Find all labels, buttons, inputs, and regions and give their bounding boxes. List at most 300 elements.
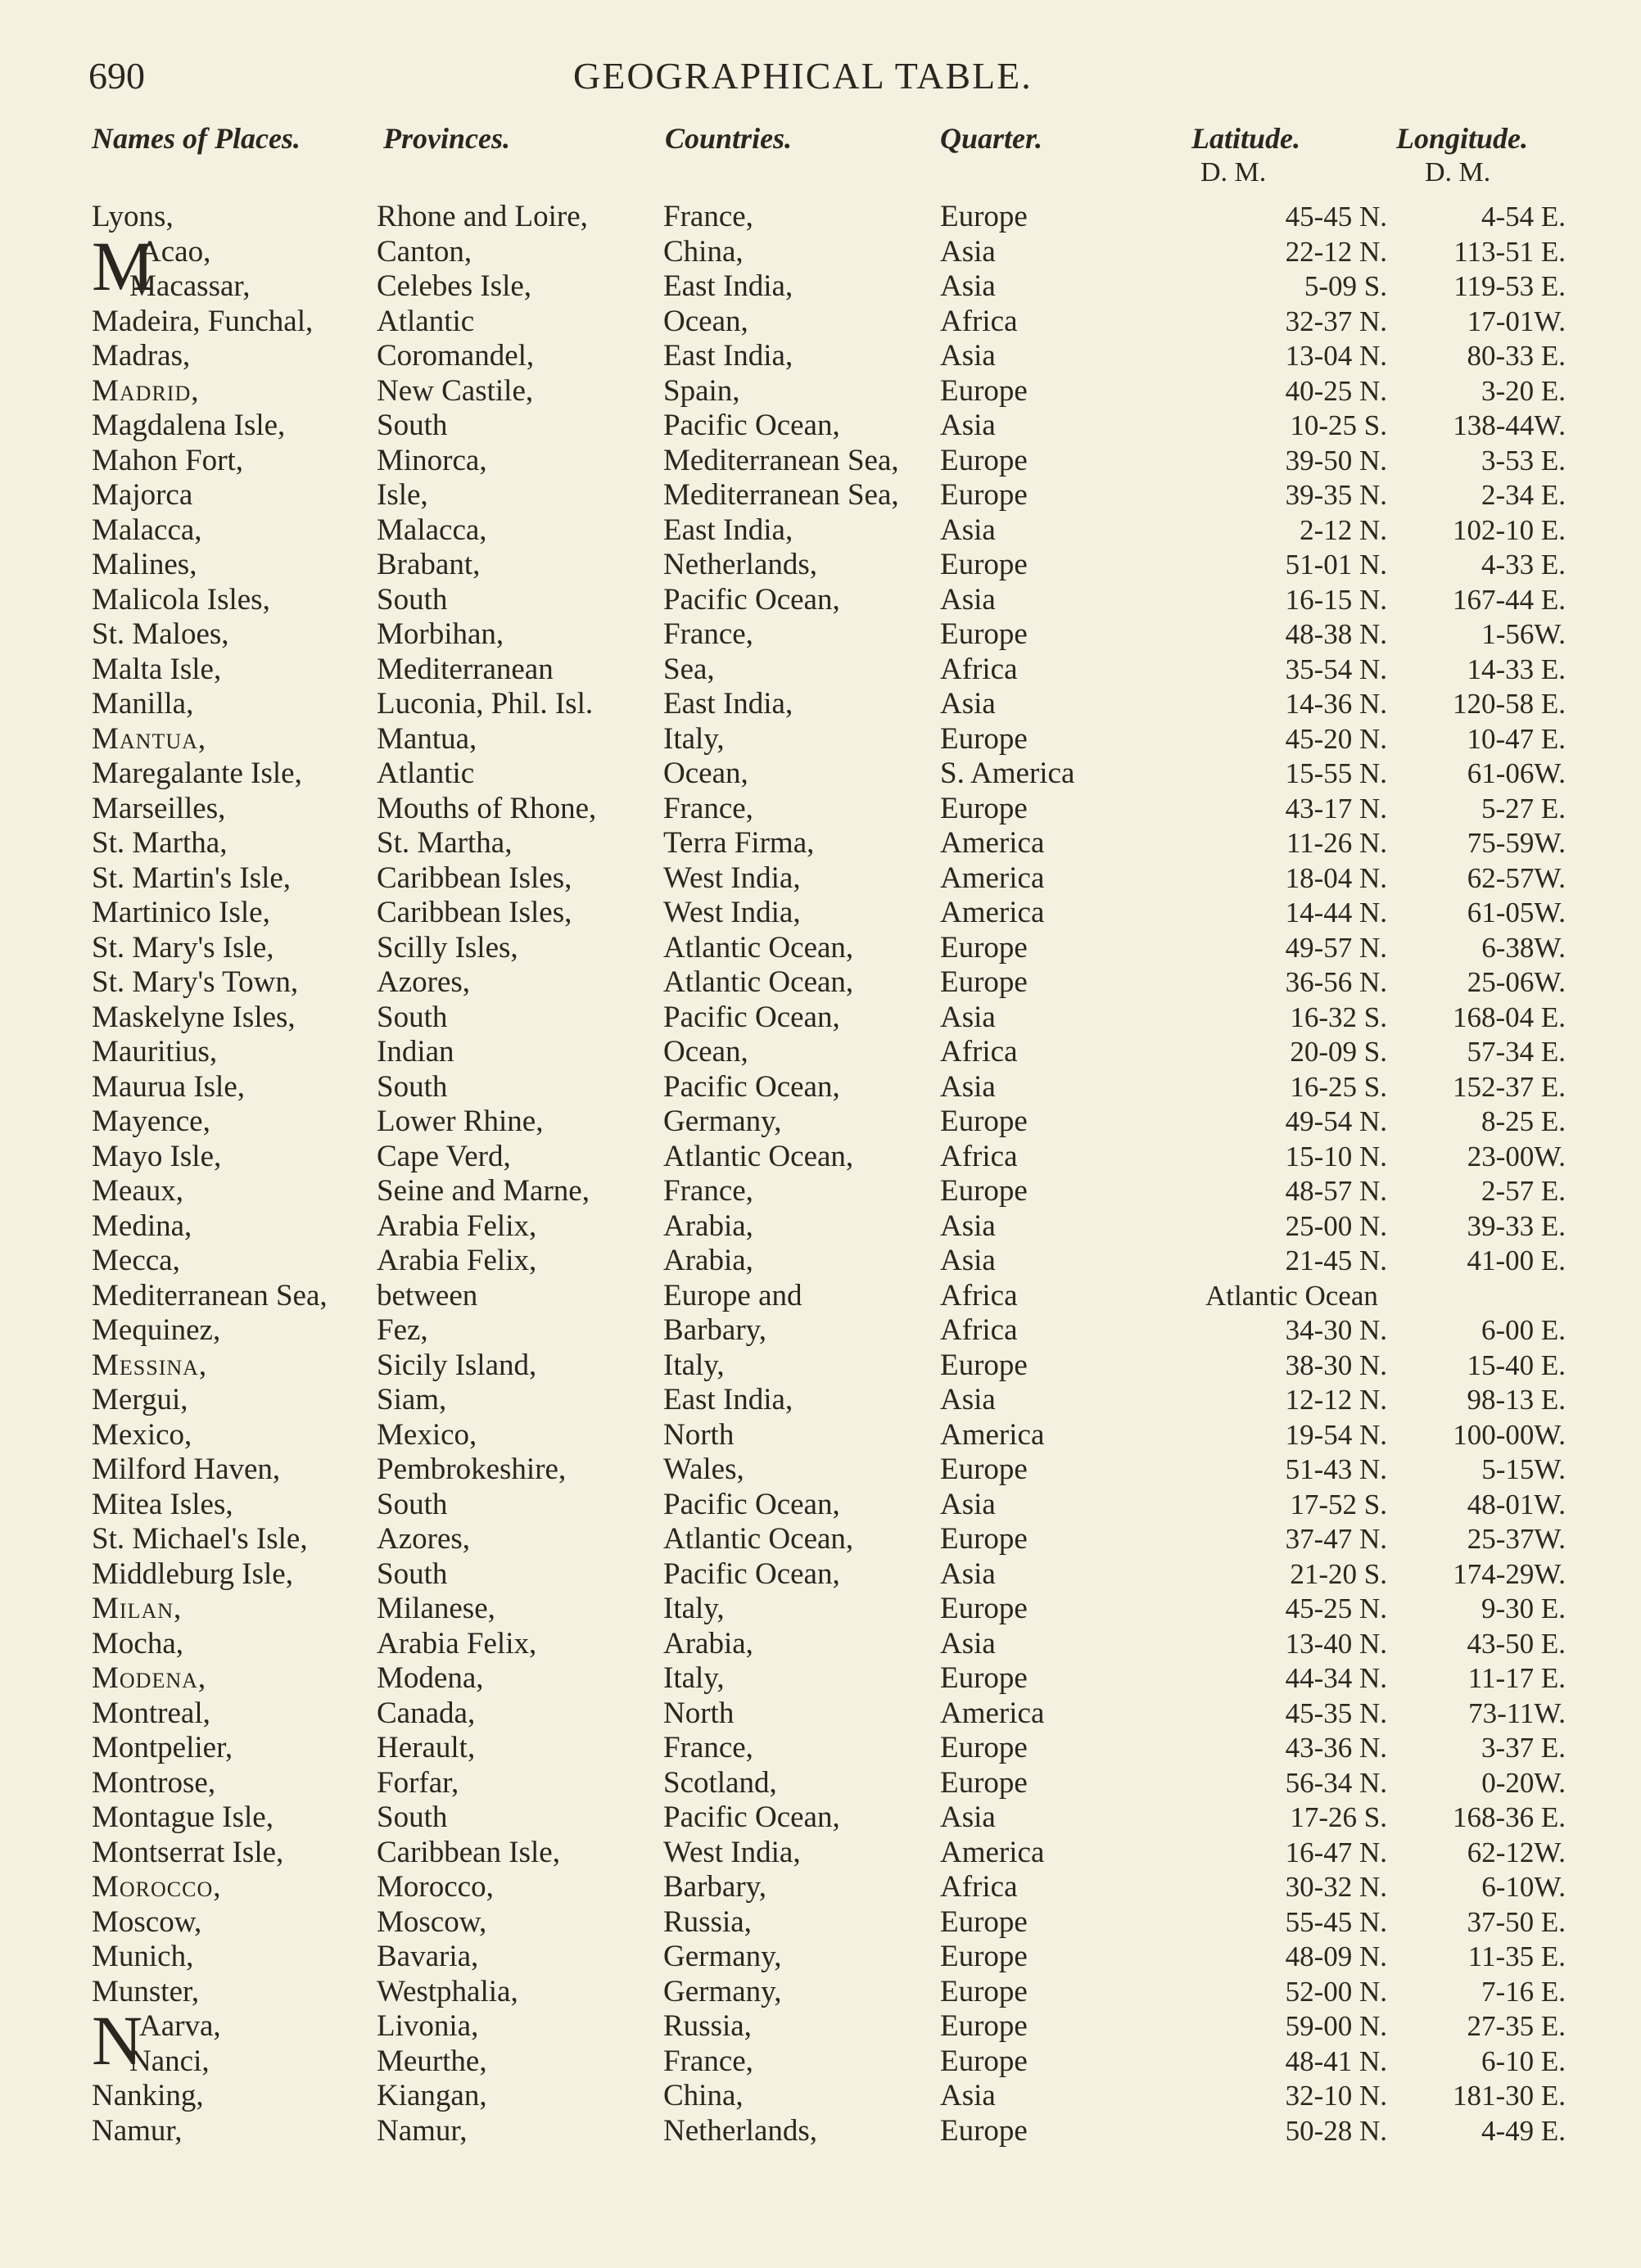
longitude: 6-00 E. [1481,1314,1566,1346]
place-name: Mequinez, [92,1313,221,1347]
latitude: 44-34 N. [1285,1662,1387,1694]
place-name: Milan, [92,1592,183,1625]
province: Coromandel, [377,339,535,373]
province: Atlantic [377,757,475,790]
longitude: 6-38W. [1481,931,1566,964]
country: France, [663,617,753,651]
latitude: 40-25 N. [1285,374,1387,407]
quarter: Asia [940,1800,996,1834]
longitude: 5-15W. [1481,1453,1566,1485]
place-name: Montrose, [92,1765,216,1800]
country: Mediterranean Sea, [663,478,899,512]
longitude: 6-10 E. [1481,2044,1566,2077]
place-name: Malta Isle, [92,652,222,686]
country: East India, [663,1383,793,1416]
province: Caribbean Isles, [377,896,572,929]
quarter: Asia [940,1069,996,1104]
latitude: 48-38 N. [1285,618,1387,650]
latitude: 17-26 S. [1290,1801,1387,1833]
province: Indian [377,1035,454,1068]
table-row [0,1591,1641,1626]
header-provinces: Provinces. [383,122,510,155]
latitude: 49-54 N. [1285,1105,1387,1137]
latitude: 52-00 N. [1285,1975,1387,2008]
table-row [0,1278,1641,1313]
quarter: Europe [940,1661,1028,1695]
longitude: 41-00 E. [1467,1245,1566,1276]
table-row [0,825,1641,861]
place-name: Magdalena Isle, [92,409,286,442]
country: Pacific Ocean, [663,409,840,442]
place-name: Mayence, [92,1105,210,1138]
longitude: 2-34 E. [1481,479,1566,511]
table-row [0,338,1641,373]
longitude: 3-37 E. [1481,1732,1566,1764]
table-row [0,2044,1641,2079]
quarter: America [940,1835,1045,1869]
quarter: Europe [940,617,1028,651]
quarter: Europe [940,1974,1028,2008]
latitude: 14-36 N. [1285,688,1387,720]
province: Caribbean Isle, [377,1835,560,1869]
country: Arabia, [663,1244,753,1277]
quarter: Asia [940,2079,996,2112]
longitude: 9-30 E. [1481,1593,1566,1624]
country: Europe and [663,1278,802,1312]
longitude: 11-35 E. [1467,1940,1566,1972]
longitude: 138-44W. [1453,409,1566,441]
place-name: Montague Isle, [92,1800,274,1834]
longitude: 62-12W. [1467,1836,1566,1868]
table-row [0,1800,1641,1835]
table-row [0,1312,1641,1348]
latitude: 11-26 N. [1286,827,1387,859]
country: Italy, [663,721,725,756]
longitude: 61-05W. [1467,897,1566,928]
longitude: 4-49 E. [1481,2114,1566,2147]
table-row [0,861,1641,896]
country: West India, [663,896,801,929]
quarter: Europe [940,1105,1028,1138]
province: Fez, [377,1313,428,1347]
place-name: Malines, [92,548,197,581]
place-name: Mexico, [92,1417,192,1452]
quarter: America [940,1696,1045,1730]
latitude: 16-47 N. [1285,1836,1387,1868]
province: Modena, [377,1661,484,1695]
table-row [0,686,1641,721]
place-name: Aarva, [139,2009,221,2043]
latitude: 13-40 N. [1285,1627,1387,1660]
table-row [0,756,1641,791]
province: South [377,1487,448,1521]
country: Netherlands, [663,2113,818,2148]
table-row [0,1069,1641,1105]
place-name: St. Mary's Town, [92,965,299,999]
quarter: Europe [940,1904,1028,1939]
quarter: Africa [940,1313,1018,1347]
longitude: 17-01W. [1467,305,1566,337]
table-row [0,477,1641,513]
latitude: 35-54 N. [1285,653,1387,685]
page-number: 690 [88,55,145,97]
quarter: Europe [940,478,1028,512]
province: Morocco, [377,1870,494,1904]
country: France, [663,1174,753,1208]
province: Scilly Isles, [377,930,518,965]
longitude: 167-44 E. [1452,583,1566,616]
quarter: Asia [940,1383,996,1416]
province: Mexico, [377,1417,477,1452]
quarter: Europe [940,373,1028,408]
latitude: 30-32 N. [1285,1871,1387,1903]
table-row [0,2113,1641,2148]
longitude: 39-33 E. [1467,1209,1566,1242]
province: Minorca, [377,443,487,477]
latitude: 16-32 S. [1290,1001,1387,1033]
header-countries: Countries. [665,122,793,155]
place-name: Nanci, [129,2044,210,2078]
province: Rhone and Loire, [377,200,588,233]
latitude: 34-30 N. [1285,1314,1387,1346]
table-row [0,1556,1641,1592]
place-name: Nanking, [92,2079,204,2112]
quarter: Asia [940,1487,996,1521]
table-row [0,1382,1641,1417]
country: Italy, [663,1661,725,1695]
latitude: 39-50 N. [1285,444,1387,477]
place-name: Munich, [92,1940,194,1973]
country: France, [663,1731,753,1764]
province: Lower Rhine, [377,1105,544,1138]
latitude: 45-20 N. [1285,722,1387,755]
country: Pacific Ocean, [663,1069,840,1104]
quarter: Europe [940,1940,1028,1973]
province: Kiangan, [377,2079,487,2112]
place-name: Mergui, [92,1383,188,1416]
table-row [0,721,1641,757]
province: Bavaria, [377,1940,479,1973]
place-name: Montpelier, [92,1731,233,1764]
table-row [0,965,1641,1000]
latitude: 39-35 N. [1285,479,1387,511]
longitude: 113-51 E. [1453,235,1566,268]
place-name: Moscow, [92,1904,202,1939]
place-name: Middleburg Isle, [92,1556,293,1591]
province: South [377,1556,448,1591]
country: Atlantic Ocean, [663,930,854,965]
quarter: Europe [940,791,1028,825]
latitude: 14-44 N. [1285,897,1387,928]
latitude: 55-45 N. [1285,1905,1387,1938]
longitude: 43-50 E. [1467,1627,1566,1660]
province: St. Martha, [377,826,513,860]
latitude: 10-25 S. [1290,409,1387,441]
province: Pembrokeshire, [377,1453,567,1486]
quarter: Asia [940,409,996,442]
quarter: America [940,1417,1045,1452]
table-row [0,1626,1641,1661]
latitude: 48-57 N. [1285,1175,1387,1207]
quarter: Asia [940,234,996,269]
place-name: Meaux, [92,1174,183,1208]
country: Ocean, [663,304,748,338]
quarter: Europe [940,2044,1028,2078]
table-row [0,199,1641,234]
province: Westphalia, [377,1974,518,2008]
place-name: Mayo Isle, [92,1139,222,1173]
latitude: 32-37 N. [1285,305,1387,337]
quarter: Europe [940,548,1028,581]
latitude: 36-56 N. [1285,966,1387,998]
table-row [0,1835,1641,1870]
latitude: 48-09 N. [1285,1940,1387,1972]
latitude: 48-41 N. [1285,2044,1387,2077]
table-row [0,1173,1641,1209]
place-name: Mantua, [92,721,207,756]
latitude: 43-17 N. [1285,792,1387,825]
country: Italy, [663,1348,725,1382]
country: Barbary, [663,1870,767,1904]
quarter: Europe [940,200,1028,233]
quarter: Europe [940,965,1028,999]
longitude: 15-40 E. [1467,1349,1566,1381]
province: Arabia Felix, [377,1626,537,1660]
quarter: Africa [940,1870,1018,1904]
table-row [0,1104,1641,1139]
longitude: 10-47 E. [1467,722,1566,755]
quarter: Africa [940,1139,1018,1173]
place-name: Macassar, [129,269,251,303]
province: Canton, [377,234,472,269]
latitude: 5-09 S. [1304,270,1387,302]
country: Arabia, [663,1626,753,1660]
latitude: 21-20 S. [1290,1557,1387,1590]
table-row [0,1348,1641,1383]
quarter: Asia [940,1209,996,1243]
quarter: America [940,826,1045,860]
country: Germany, [663,1940,782,1973]
table-row [0,1696,1641,1731]
province: Celebes Isle, [377,269,532,303]
place-name: Montserrat Isle, [92,1835,284,1869]
place-name: Mocha, [92,1626,183,1660]
country: Spain, [663,373,740,408]
table-row [0,652,1641,687]
province: Arabia Felix, [377,1209,537,1243]
latitude: 19-54 N. [1285,1418,1387,1451]
header-longitude: Longitude. [1396,122,1529,155]
latitude: 51-43 N. [1285,1453,1387,1485]
latitude: 45-25 N. [1285,1593,1387,1624]
quarter: Asia [940,339,996,373]
latitude: 16-25 S. [1290,1070,1387,1103]
country: Atlantic Ocean, [663,1522,854,1556]
table-row [0,304,1641,339]
table-row [0,1034,1641,1069]
latitude: 15-10 N. [1285,1140,1387,1172]
table-row [0,1000,1641,1035]
latitude: 37-47 N. [1285,1523,1387,1555]
longitude: 5-27 E. [1481,792,1566,825]
place-name: Medina, [92,1209,192,1243]
longitude: 23-00W. [1467,1140,1566,1172]
province: South [377,1069,448,1104]
table-row [0,582,1641,617]
latitude: 17-52 S. [1290,1488,1387,1520]
country: Netherlands, [663,548,818,581]
drop-cap: M [92,226,155,305]
table-row [0,1521,1641,1556]
quarter: Africa [940,304,1018,338]
table-row [0,791,1641,826]
table-row [0,617,1641,652]
province: Atlantic [377,304,475,338]
longitude: 57-34 E. [1467,1036,1566,1068]
table-row [0,373,1641,409]
longitude: 11-17 E. [1467,1662,1566,1694]
country: France, [663,791,753,825]
quarter: Europe [940,1765,1028,1800]
table-row [0,1730,1641,1765]
place-name: Montreal, [92,1696,210,1730]
latitude: 59-00 N. [1285,2010,1387,2042]
quarter: Europe [940,1453,1028,1486]
province: Herault, [377,1731,476,1764]
running-head: GEOGRAPHICAL TABLE. [573,55,1033,97]
longitude: 73-11W. [1468,1696,1566,1729]
place-name: Madeira, Funchal, [92,304,314,338]
longitude: 37-50 E. [1467,1905,1566,1938]
country: France, [663,200,753,233]
province: Mantua, [377,721,477,756]
longitude-units: D. M. [1425,157,1491,187]
quarter: Europe [940,1174,1028,1208]
longitude: 4-33 E. [1481,549,1566,581]
place-name: Mitea Isles, [92,1487,233,1521]
latitude: 56-34 N. [1285,1766,1387,1799]
country: Pacific Ocean, [663,582,840,617]
quarter: Asia [940,1244,996,1277]
quarter: Asia [940,1556,996,1591]
place-name: Milford Haven, [92,1453,281,1486]
table-row [0,895,1641,930]
quarter: Africa [940,1035,1018,1068]
country: Germany, [663,1105,782,1138]
quarter: Africa [940,1278,1018,1312]
country: Atlantic Ocean, [663,965,854,999]
country: Pacific Ocean, [663,1800,840,1834]
header-names: Names of Places. [92,122,301,155]
drop-cap: N [92,2001,143,2080]
place-name: St. Martin's Isle, [92,861,292,895]
table-row [0,1417,1641,1453]
country: North [663,1696,735,1730]
latitude: 16-15 N. [1285,583,1387,616]
province: Moscow, [377,1904,487,1939]
place-name: St. Maloes, [92,617,229,651]
quarter: Europe [940,1731,1028,1764]
table-row [0,408,1641,443]
table-row [0,547,1641,582]
longitude: 174-29W. [1453,1557,1566,1590]
quarter: America [940,861,1045,895]
longitude: 8-25 E. [1481,1105,1566,1137]
quarter: Europe [940,721,1028,756]
longitude: 61-06W. [1467,757,1566,789]
country: Italy, [663,1592,725,1625]
place-name: Mahon Fort, [92,443,243,477]
country: Barbary, [663,1313,767,1347]
province: Malacca, [377,513,487,547]
place-name: Martinico Isle, [92,896,270,929]
province: Namur, [377,2113,468,2148]
quarter: Europe [940,1348,1028,1382]
place-name: Mediterranean Sea, [92,1278,328,1312]
province: South [377,1000,448,1034]
place-name: Malicola Isles, [92,582,270,617]
table-row [0,1765,1641,1800]
quarter: Asia [940,687,996,721]
longitude: 62-57W. [1467,861,1566,894]
quarter: Europe [940,930,1028,965]
province: Seine and Marne, [377,1174,590,1208]
quarter: Europe [940,1592,1028,1625]
province: Caribbean Isles, [377,861,572,895]
country: Pacific Ocean, [663,1487,840,1521]
quarter: Asia [940,269,996,303]
latitude: 45-45 N. [1285,201,1387,233]
table-row [0,1974,1641,2009]
place-name: Maurua Isle, [92,1069,245,1104]
header-latitude: Latitude. [1191,122,1300,155]
latitude: 43-36 N. [1285,1732,1387,1764]
province: Meurthe, [377,2044,487,2078]
place-name: Marseilles, [92,791,226,825]
place-name: Maregalante Isle, [92,757,302,790]
table-row [0,1869,1641,1904]
province: Isle, [377,478,428,512]
quarter: Asia [940,582,996,617]
table-row [0,1209,1641,1244]
province: Azores, [377,1522,471,1556]
country: Scotland, [663,1765,777,1800]
latitude: 20-09 S. [1290,1036,1387,1068]
latitude: 21-45 N. [1285,1245,1387,1276]
quarter: America [940,896,1045,929]
country: Sea, [663,652,715,686]
place-name: Acao, [139,234,211,269]
country: East India, [663,513,793,547]
quarter: Europe [940,2113,1028,2148]
longitude: 27-35 E. [1467,2010,1566,2042]
place-name: Mecca, [92,1244,180,1277]
place-name: Majorca [92,478,193,512]
latitude: 12-12 N. [1285,1384,1387,1416]
country: Pacific Ocean, [663,1000,840,1034]
country: North [663,1417,735,1452]
place-name: Namur, [92,2113,183,2148]
place-name: Madrid, [92,373,200,408]
country: Ocean, [663,1035,748,1068]
longitude: 102-10 E. [1452,513,1566,546]
latitude: 51-01 N. [1285,549,1387,581]
longitude: 80-33 E. [1467,340,1566,372]
province: South [377,582,448,617]
country: Russia, [663,1904,752,1939]
table-row [0,1660,1641,1696]
country: Mediterranean Sea, [663,443,899,477]
